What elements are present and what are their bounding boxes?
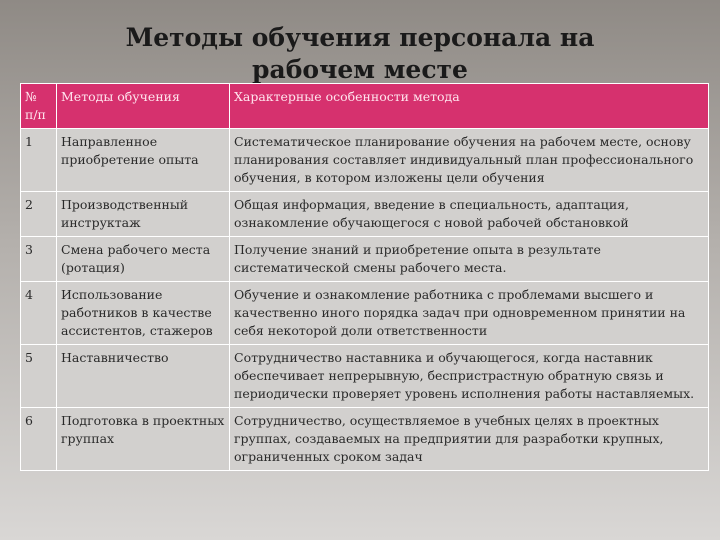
slide-title: Методы обучения персонала на рабочем месте	[125, 23, 595, 84]
table-header-row	[21, 84, 709, 129]
table-row	[21, 408, 709, 471]
row-num: 4	[21, 282, 57, 345]
row-method: Производственный инструктаж	[57, 192, 230, 237]
row-feature: Сотрудничество наставника и обучающегося, когда наставник обеспечивает непрерывную, беспристрастную обратную связь и периодически проверяет уровень исполнения работы наставляемых.	[230, 345, 709, 408]
row-method: Подготовка в проектных группах	[57, 408, 230, 471]
row-feature: Обучение и ознакомление работника с проблемами высшего и качественно иного порядка задач при одновременном принятии на себя некоторой доли ответственности	[230, 282, 709, 345]
header-feature: Характерные особенности метода	[230, 84, 709, 129]
row-method: Направленное приобретение опыта	[57, 129, 230, 192]
row-num: 3	[21, 237, 57, 282]
row-feature: Получение знаний и приобретение опыта в результате систематической смены рабочего места.	[230, 237, 709, 282]
row-feature: Систематическое планирование обучения на рабочем месте, основу планирования составляет индивидуальный план профессионального обучения, в котором изложены цели обучения	[230, 129, 709, 192]
row-num: 6	[21, 408, 57, 471]
table-row	[21, 237, 709, 282]
row-num: 5	[21, 345, 57, 408]
row-feature: Сотрудничество, осуществляемое в учебных целях в проектных группах, создаваемых на предприятии для разработки крупных, ограниченных сроком задач	[230, 408, 709, 471]
header-num: № п/п	[21, 84, 57, 129]
row-method: Наставничество	[57, 345, 230, 408]
table-row	[21, 345, 709, 408]
row-num: 2	[21, 192, 57, 237]
row-method: Смена рабочего места (ротация)	[57, 237, 230, 282]
header-method: Методы обучения	[57, 84, 230, 129]
table-row	[21, 129, 709, 192]
table-row	[21, 282, 709, 345]
row-feature: Общая информация, введение в специальность, адаптация, ознакомление обучающегося с новой рабочей обстановкой	[230, 192, 709, 237]
row-method: Использование работников в качестве ассистентов, стажеров	[57, 282, 230, 345]
methods-table	[20, 83, 709, 471]
table-row	[21, 192, 709, 237]
row-num: 1	[21, 129, 57, 192]
